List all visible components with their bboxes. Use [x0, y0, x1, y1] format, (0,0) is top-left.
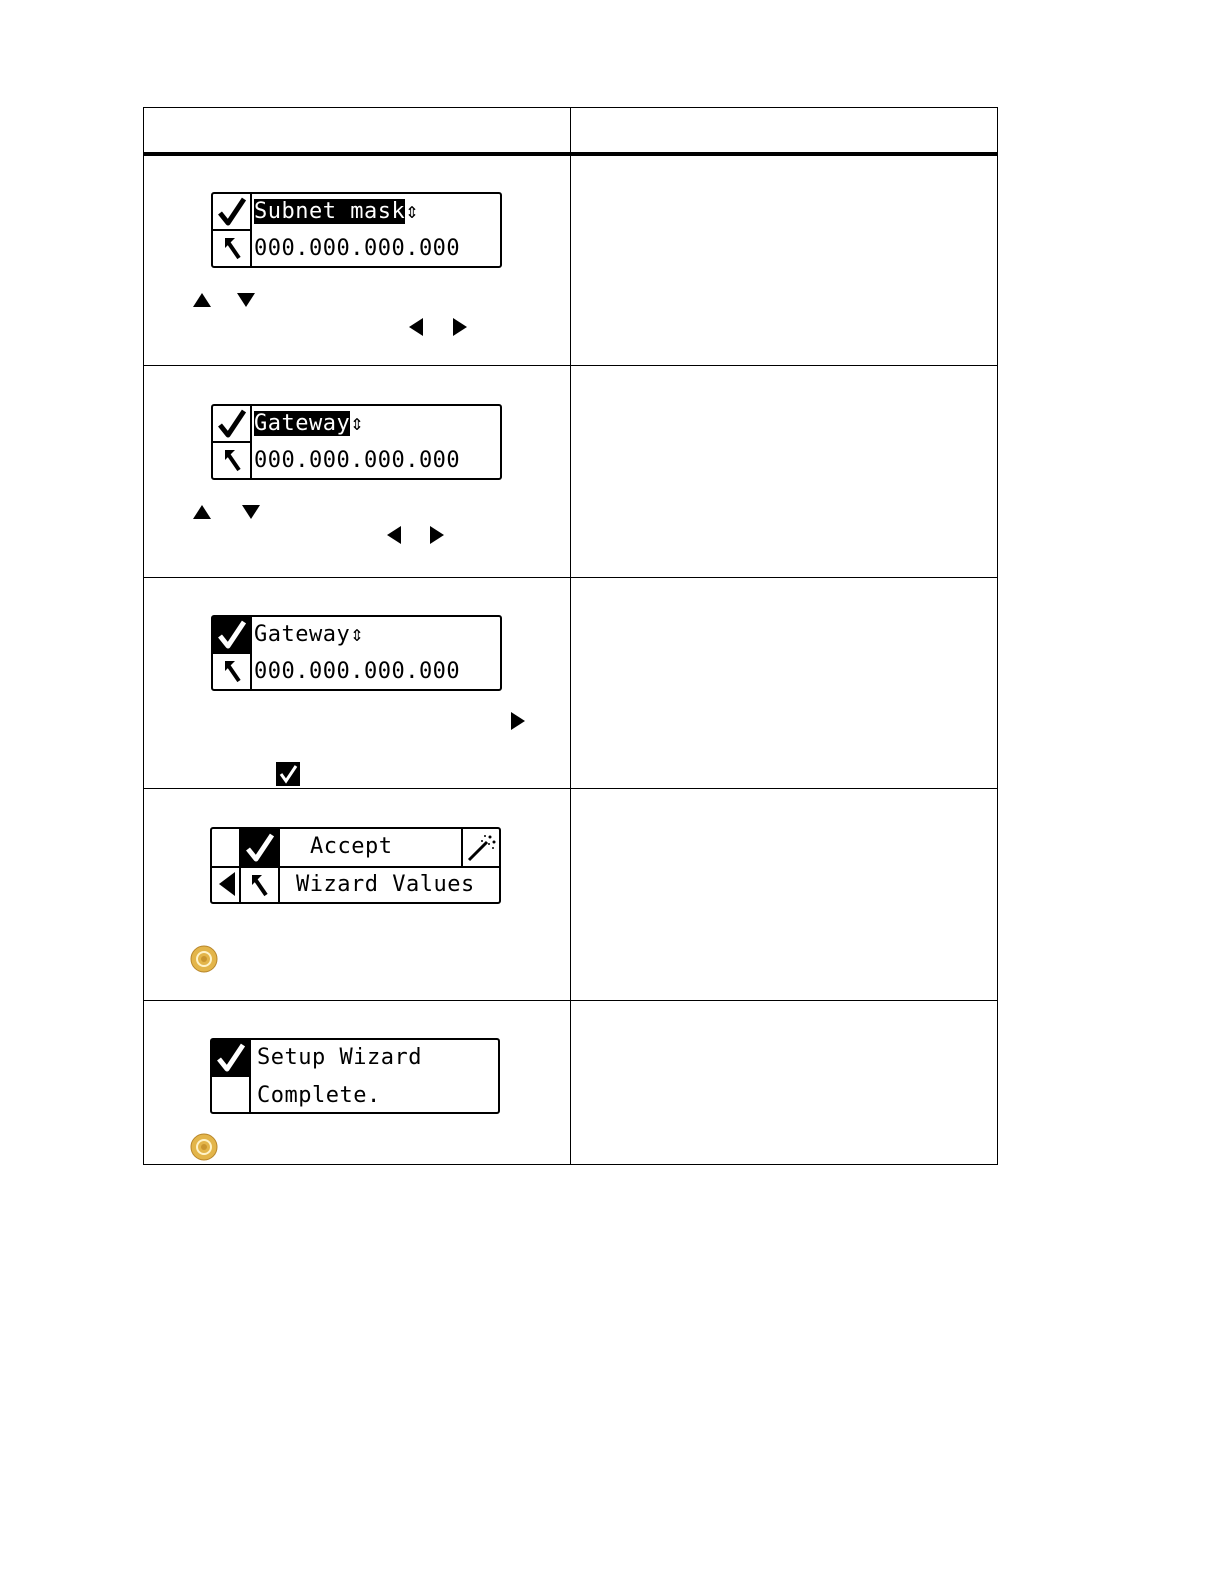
- lcd-line2: 000.000.000.000: [254, 236, 461, 261]
- column-divider: [570, 107, 571, 1165]
- up-arrow-icon: [192, 292, 212, 308]
- lcd-line1: Setup Wizard: [257, 1045, 422, 1070]
- back-arrow-icon: [221, 657, 243, 685]
- right-arrow-icon: [452, 317, 468, 337]
- back-arrow-icon: [221, 446, 243, 474]
- lcd-line2: Complete.: [257, 1083, 381, 1108]
- left-arrow-icon: [218, 871, 236, 897]
- row-divider: [143, 365, 998, 366]
- check-icon: [215, 1042, 247, 1074]
- back-arrow-icon: [248, 871, 270, 899]
- row-divider: [143, 788, 998, 789]
- check-icon: [216, 619, 248, 651]
- lcd-line1-suffix: ⇕: [405, 199, 419, 224]
- lcd-line1: Gateway⇕: [254, 622, 364, 647]
- check-icon: [244, 832, 276, 864]
- row-divider: [143, 577, 998, 578]
- right-arrow-icon: [510, 711, 526, 731]
- lcd-line2: Wizard Values: [296, 872, 475, 897]
- down-arrow-icon: [236, 292, 256, 308]
- up-arrow-icon: [192, 504, 212, 520]
- lcd-screen-gateway-edit: [211, 404, 502, 480]
- wizard-wand-icon: [465, 832, 497, 864]
- check-box-icon: [276, 762, 300, 786]
- left-arrow-icon: [408, 317, 424, 337]
- left-arrow-icon: [386, 525, 402, 545]
- lcd-line1-suffix: ⇕: [350, 411, 364, 436]
- right-arrow-icon: [429, 525, 445, 545]
- lcd-line1-highlight: Gateway: [254, 411, 351, 436]
- lcd-line2: 000.000.000.000: [254, 448, 461, 473]
- row-divider: [143, 1000, 998, 1001]
- lcd-line2: 000.000.000.000: [254, 659, 461, 684]
- check-icon: [216, 196, 248, 228]
- back-arrow-icon: [221, 234, 243, 262]
- lcd-screen-subnet: [211, 192, 502, 268]
- lcd-screen-gateway-confirm: [211, 615, 502, 691]
- check-icon: [216, 408, 248, 440]
- select-button-icon: [190, 1133, 218, 1161]
- down-arrow-icon: [241, 504, 261, 520]
- lcd-screen-accept-wizard: [210, 827, 501, 904]
- lcd-line1-highlight: Subnet mask: [254, 199, 406, 224]
- header-rule: [143, 152, 998, 156]
- lcd-line1: Accept: [310, 834, 393, 859]
- select-button-icon: [190, 945, 218, 973]
- lcd-screen-wizard-complete: [210, 1038, 500, 1114]
